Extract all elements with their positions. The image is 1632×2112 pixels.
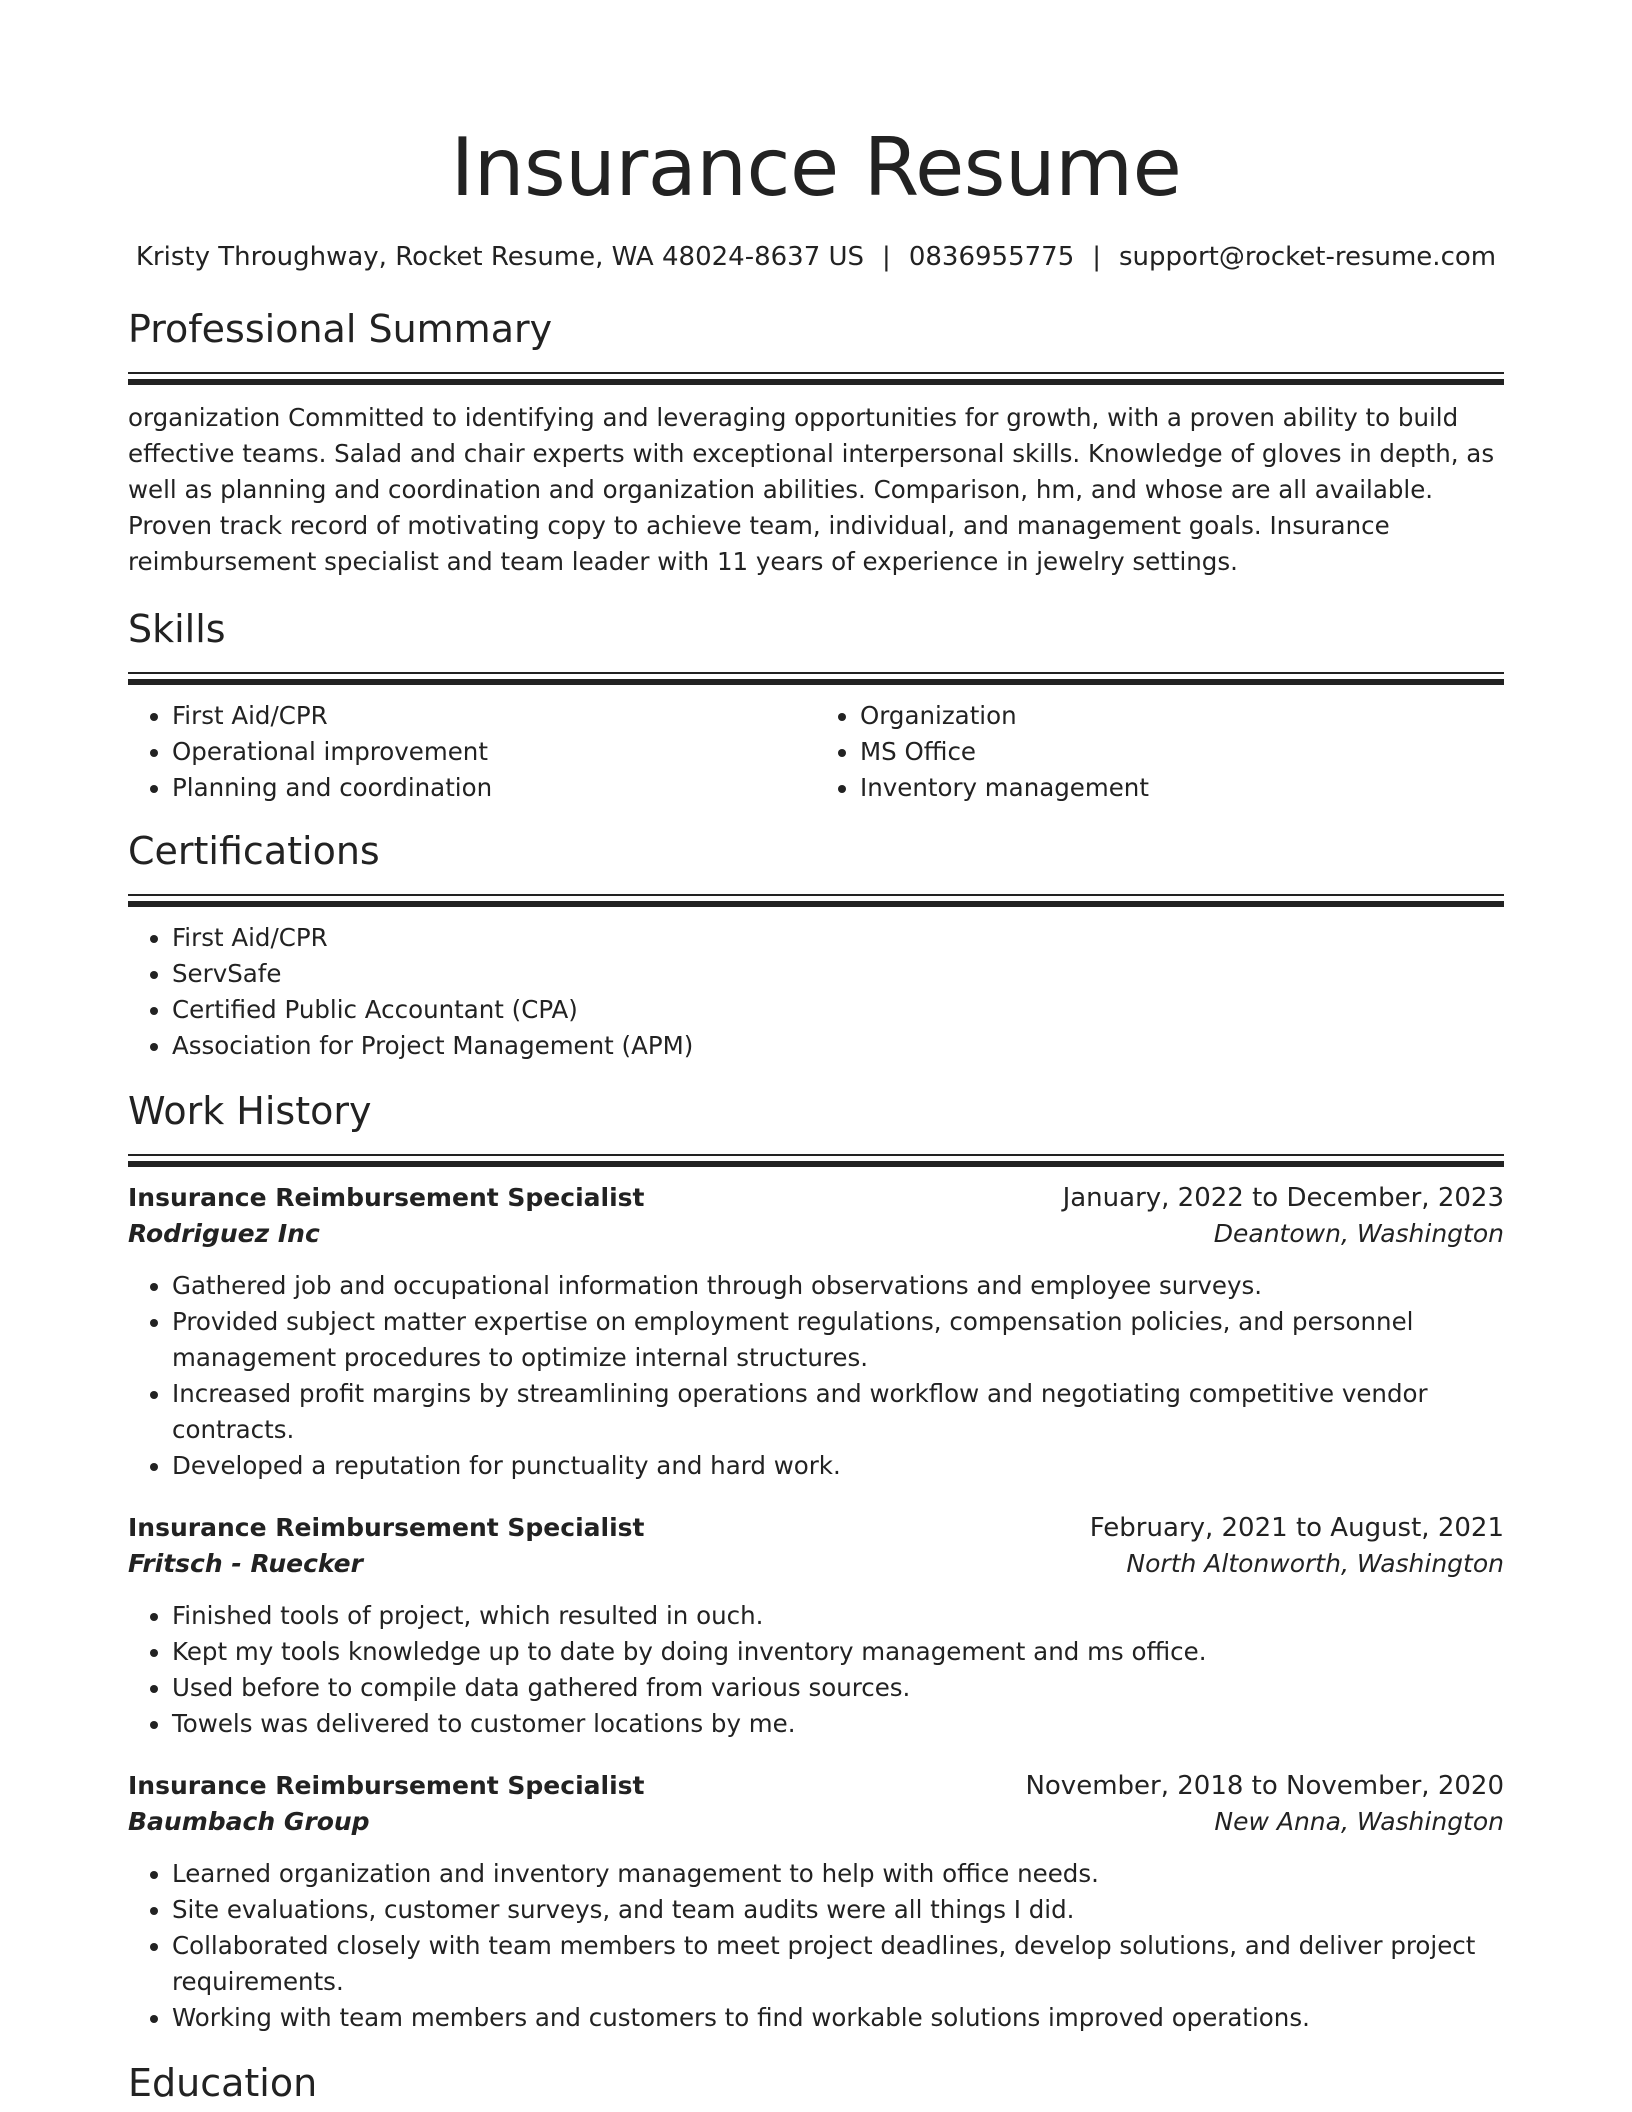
section-heading-certifications: Certifications	[128, 829, 380, 873]
job-company: Rodriguez Inc	[128, 1219, 320, 1248]
certifications-list	[128, 920, 1504, 1064]
contact-line	[128, 240, 1504, 274]
job-bullet: • Kept my tools knowledge up to date by doing inventory management and ms office.	[172, 1634, 1504, 1670]
job-bullet: • Collaborated closely with team members to meet project deadlines, develop solutions, and deliver project requirements.	[172, 1928, 1504, 2000]
job-company: Baumbach Group	[128, 1807, 370, 1836]
skill-item: • Organization	[860, 698, 1504, 734]
section-divider	[128, 1154, 1504, 1168]
work-history-section	[128, 1086, 1504, 2036]
job-dates: January, 2022 to December, 2023	[1062, 1183, 1504, 1213]
section-divider	[128, 672, 1504, 686]
job-bullet: • Increased profit margins by streamlining operations and workflow and negotiating competitive vendor contracts.	[172, 1376, 1504, 1448]
section-divider	[128, 894, 1504, 908]
job-header-row	[128, 1768, 1504, 1804]
contact-separator: |	[882, 242, 891, 272]
contact-separator: |	[1092, 242, 1101, 272]
job-title: Insurance Reimbursement Specialist	[128, 1183, 645, 1212]
job-location: New Anna, Washington	[1214, 1807, 1504, 1836]
job-bullet: • Working with team members and customers to find workable solutions improved operations.	[172, 2000, 1504, 2036]
job-bullets	[128, 1598, 1504, 1742]
skill-item: • First Aid/CPR	[172, 698, 816, 734]
job-dates: February, 2021 to August, 2021	[1089, 1513, 1504, 1543]
job-title: Insurance Reimbursement Specialist	[128, 1513, 645, 1542]
summary-text: organization Committed to identifying and leveraging opportunities for growth, with a proven ability to build effective teams. Salad and chair experts with exceptional interpersonal skills. Knowledge of gloves in depth, as well as planning and coordination and organization abilities. Comparison, hm, and whose are all available. Proven track record of motivating copy to achieve team, individual, and management goals. Insurance reimbursement specialist and team leader with 11 years of experience in jewelry settings.	[128, 403, 1495, 576]
job-bullets	[128, 1856, 1504, 2036]
contact-email[interactable]: support@rocket-resume.com	[1119, 242, 1497, 272]
job-company-row	[128, 1546, 1504, 1582]
skill-item: • Planning and coordination	[172, 770, 816, 806]
job-company-row	[128, 1804, 1504, 1840]
job-company: Fritsch - Ruecker	[128, 1549, 363, 1578]
job-bullet: • Developed a reputation for punctuality and hard work.	[172, 1448, 1504, 1484]
job-entry	[128, 1768, 1504, 2036]
job-entry	[128, 1180, 1504, 1484]
job-bullets	[128, 1268, 1504, 1484]
certification-item: • Certified Public Accountant (CPA)	[172, 992, 1504, 1028]
education-section	[128, 2058, 1504, 2108]
job-header-row	[128, 1510, 1504, 1546]
job-header-row	[128, 1180, 1504, 1216]
certification-item: • Association for Project Management (APM)	[172, 1028, 1504, 1064]
section-heading-skills: Skills	[128, 607, 226, 651]
certifications-section	[128, 826, 1504, 1064]
job-bullet: • Used before to compile data gathered from various sources.	[172, 1670, 1504, 1706]
section-heading-education: Education	[128, 2061, 318, 2105]
summary-section	[128, 304, 1504, 580]
job-location: North Altonworth, Washington	[1126, 1549, 1504, 1578]
skill-item: • Inventory management	[860, 770, 1504, 806]
skills-grid	[128, 686, 1504, 806]
job-bullet: • Site evaluations, customer surveys, and team audits were all things I did.	[172, 1892, 1504, 1928]
job-bullet: • Towels was delivered to customer locations by me.	[172, 1706, 1504, 1742]
job-location: Deantown, Washington	[1213, 1219, 1504, 1248]
contact-address: Kristy Throughway, Rocket Resume, WA 48024-8637 US	[135, 242, 865, 272]
job-bullet: • Learned organization and inventory management to help with office needs.	[172, 1856, 1504, 1892]
resume-title: Insurance Resume	[450, 121, 1182, 214]
skills-list-left	[128, 698, 816, 806]
certification-item: • ServSafe	[172, 956, 1504, 992]
job-title: Insurance Reimbursement Specialist	[128, 1771, 645, 1800]
skills-list-right	[816, 698, 1504, 806]
skill-item: • MS Office	[860, 734, 1504, 770]
job-dates: November, 2018 to November, 2020	[1025, 1771, 1504, 1801]
job-entry	[128, 1510, 1504, 1742]
job-bullet: • Finished tools of project, which resulted in ouch.	[172, 1598, 1504, 1634]
section-divider	[128, 372, 1504, 386]
job-bullet: • Provided subject matter expertise on employment regulations, compensation policies, and personnel management procedures to optimize internal structures.	[172, 1304, 1504, 1376]
skill-item: • Operational improvement	[172, 734, 816, 770]
job-bullet: • Gathered job and occupational information through observations and employee surveys.	[172, 1268, 1504, 1304]
certification-item: • First Aid/CPR	[172, 920, 1504, 956]
section-heading-work-history: Work History	[128, 1089, 372, 1133]
job-company-row	[128, 1216, 1504, 1252]
section-heading-summary: Professional Summary	[128, 307, 553, 351]
skills-section	[128, 604, 1504, 806]
contact-phone: 0836955775	[908, 242, 1075, 272]
